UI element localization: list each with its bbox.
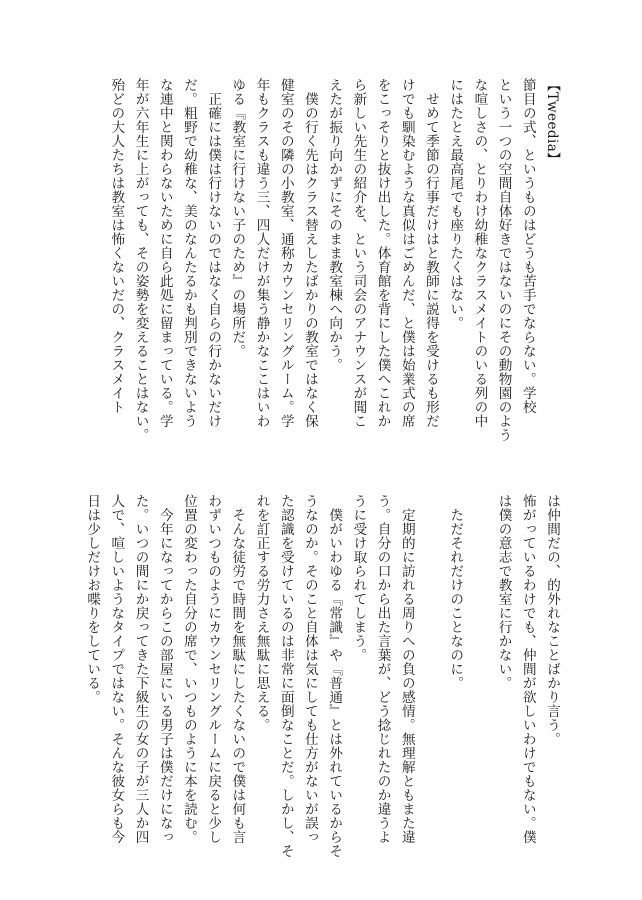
lower-text-line: 定期的に訪れる周りへの負の感情。無理解ともまた違 [398,494,415,844]
lower-text-line: 日は少しだけお喋りをしている。 [84,494,101,704]
lower-text-line: 今年になってからこの部屋にいる男子は僕だけになっ [156,494,173,844]
lower-text-line: うなのか。そのこと自体は気にしても仕方がないが誤っ [301,494,318,844]
upper-text-line: せめて季節の行事だけはと教師に説得を受けるも形だ [422,78,439,428]
upper-text-line: だ。粗野で幼稚な、美のなんたるかも判別できないよう [180,78,197,428]
lower-text-line: わずいつものようにカウンセリングルームに戻ると少し [205,494,222,844]
upper-text-line: 僕の行く先はクラス替えしたばかりの教室ではなく保 [301,78,318,428]
lower-text-line: 人で、喧しいようなタイプではない。そんな彼女らも今 [108,494,125,844]
upper-text-line: な連中と関わらないために自ら此処に留まっている。学 [156,78,173,428]
upper-text-line: 健室のその隣の小教室、通称カウンセリングルーム。学 [277,78,294,428]
section-title: 【Tweedia】 [544,78,560,167]
upper-text-line: にはたとえ最高尾でも座りたくはない。 [447,78,464,330]
lower-text-line: は仲間だの、的外れなことばかり言う。 [544,494,560,746]
upper-text-line: えたが振り向かずにそのまま教室棟へ向かう。 [326,78,343,372]
lower-text-line: 僕がいわゆる『常識』や『普通』とは外れているからそ [326,494,343,858]
lower-text-line: た認識を受けているのは非常に面倒なことだ。しかし、そ [277,494,294,858]
lower-text-line: は僕の意志で教室に行かない。 [495,494,512,690]
lower-text-line: れを訂正する労力さえ無駄に思える。 [253,494,270,732]
upper-text-line: な喧しさの、とりわけ幼稚なクラスメイトのいる列の中 [471,78,488,428]
upper-text-block [74,78,564,478]
lower-text-line: ただそれだけのことなのに。 [447,494,464,690]
lower-text-line: そんな徒労で時間を無駄にしたくないので僕は何も言 [229,494,246,844]
lower-text-line: う。自分の口から出た言葉が、どう捻じれたのか違うよ [374,494,391,844]
upper-text-line: 年もクラスも違う三、四人だけが集う静かなここはいわ [253,78,270,428]
upper-text-line: ゆる『教室に行けない子のため』の場所だ。 [229,78,246,358]
upper-text-line: 節目の式、というものはどうも苦手でならない。学校 [519,78,536,414]
upper-text-line: ら新しい先生の紹介を、という司会のアナウンスが聞こ [350,78,367,428]
lower-text-line: 怖がっているわけでも、仲間が欲しいわけでもない。僕 [519,494,536,844]
lower-text-line [467,494,491,824]
upper-text-line: 殆どの大人たちは教室は怖くないだの、クラスメイト [108,78,125,414]
upper-text-line: けでも馴染むような真似はごめんだ、と僕は始業式の席 [398,78,415,428]
upper-text-line: をこっそりと抜け出した。体育館を背にした僕へこれか [374,78,391,428]
upper-text-line: 年が六年生に上がっても、その姿勢を変えることはない。 [132,78,149,442]
lower-text-block [74,494,564,858]
upper-text-line: 正確には僕は行けないのではなく自らの行かないだけ [205,78,222,428]
lower-text-line: 位置の変わった自分の席で、いつものように本を読む。 [180,494,197,844]
lower-text-line: た。いつの間にか戻ってきた下級生の女の子が三人か四 [132,494,149,844]
upper-text-line: という一つの空間自体好きではないのにその動物園のよう [495,78,512,442]
lower-text-line: うに受け取られてしまう。 [350,494,367,662]
lower-text-line [419,494,443,824]
